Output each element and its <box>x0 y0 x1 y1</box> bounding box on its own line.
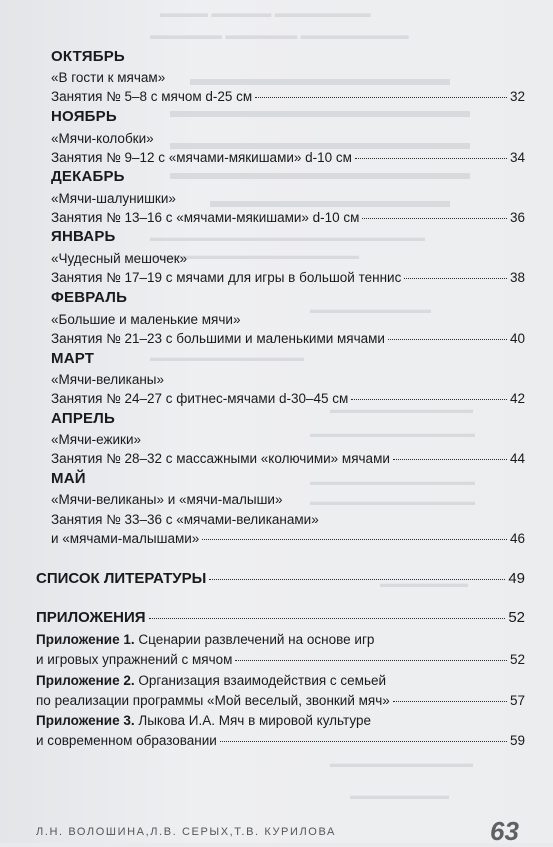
dot-leader <box>393 459 507 460</box>
dot-leader <box>149 618 506 619</box>
page-number: 63 <box>490 816 519 846</box>
dot-leader <box>202 539 507 540</box>
toc-entry-january[interactable] <box>51 270 525 285</box>
appendix-3-text: Лыкова И.А. Мяч в мировой культуре <box>138 713 371 728</box>
entry-page-number: 40 <box>509 331 525 346</box>
month-february: ФЕВРАЛЬ <box>51 289 128 306</box>
section-title-literature: СПИСОК ЛИТЕРАТУРЫ <box>36 570 207 587</box>
entry-text: Занятия № 24–27 с фитнес-мячами d-30–45 см <box>51 391 349 406</box>
dot-leader <box>388 339 507 340</box>
theme-october: «В гости к мячам» <box>51 70 166 85</box>
entry-page-number: 57 <box>509 693 525 708</box>
theme-february: «Большие и маленькие мячи» <box>51 312 241 327</box>
theme-january: «Чудесный мешочек» <box>51 251 188 266</box>
month-may: МАЙ <box>51 470 86 487</box>
theme-november: «Мячи-колобки» <box>51 131 154 146</box>
month-december: ДЕКАБРЬ <box>51 168 125 185</box>
toc-entry-february[interactable] <box>51 331 525 346</box>
dot-leader <box>209 579 505 580</box>
running-footer-authors: Л.Н. ВОЛОШИНА,Л.В. СЕРЫХ,Т.В. КУРИЛОВА <box>36 826 336 838</box>
toc-entry-april[interactable] <box>51 451 525 466</box>
dot-leader <box>355 158 507 159</box>
entry-page-number: 36 <box>509 210 525 225</box>
appendix-3-first-line[interactable] <box>36 713 371 728</box>
entry-page-number: 52 <box>508 609 525 626</box>
appendix-3-label: Приложение 3. <box>36 713 135 728</box>
month-april: АПРЕЛЬ <box>51 410 115 427</box>
entry-page-number: 59 <box>509 733 525 748</box>
month-march: МАРТ <box>51 350 95 367</box>
theme-march: «Мячи-великаны» <box>51 372 165 387</box>
appendix-2-text: Организация взаимодействия с семьей <box>138 673 387 688</box>
entry-text: Занятия № 21–23 с большими и маленькими мячами <box>51 331 385 346</box>
toc-entry-may-line1[interactable]: Занятия № 33–36 с «мячами-великанами» <box>51 512 319 527</box>
theme-december: «Мячи-шалунишки» <box>51 191 176 206</box>
dot-leader <box>362 218 507 219</box>
month-october: ОКТЯБРЬ <box>51 48 125 65</box>
toc-entry-november[interactable] <box>51 150 525 165</box>
entry-text: по реализации программы «Мой веселый, звонкий мяч» <box>36 693 390 708</box>
entry-text: Занятия № 17–19 с мячами для игры в большой теннис <box>51 270 402 285</box>
bleed-through-texture: ▬▬▬▬ ▬▬▬▬▬ ▬▬▬▬▬▬▬▬ ▬▬▬▬▬▬ ▬▬▬▬▬▬ ▬▬▬▬▬▬▬▬▬ ▬▬▬▬▬▬▬▬▬▬▬▬▬ ▬▬▬▬▬▬▬▬▬▬▬▬▬▬▬ ▬▬▬▬▬▬▬▬▬▬▬▬▬▬▬ ▬▬▬▬▬▬▬▬▬▬▬▬▬▬▬ ▬▬▬▬▬▬▬▬▬▬▬▬ ▬▬▬▬▬▬▬▬▬▬▬▬▬▬▬▬▬▬▬▬▬▬▬▬▬ ▬▬▬▬▬▬▬▬▬▬▬▬▬▬▬▬▬▬▬ ▬▬▬▬▬▬▬▬▬▬▬ ▬▬▬▬▬▬▬▬▬▬▬▬▬▬ ▬▬▬▬▬▬▬▬▬▬▬▬▬ ▬▬▬▬▬▬▬▬▬▬▬▬▬▬▬ ▬▬▬▬▬▬▬▬▬▬▬▬▬▬▬ ▬▬▬▬▬▬▬▬▬▬▬▬▬▬▬ ▬▬▬▬▬▬▬▬ ▬▬▬▬▬▬▬▬▬▬▬▬▬ ▬▬▬▬▬▬▬▬▬ <box>150 6 475 802</box>
entry-page-number: 49 <box>508 570 525 587</box>
section-title-appendices: ПРИЛОЖЕНИЯ <box>36 609 146 626</box>
entry-page-number: 52 <box>509 652 525 667</box>
entry-page-number: 44 <box>509 451 525 466</box>
entry-text: и «мячами-малышами» <box>51 531 200 546</box>
toc-entry-appendix-2[interactable] <box>36 693 525 708</box>
toc-entry-appendices[interactable] <box>36 609 525 626</box>
entry-text: Занятия № 5–8 с мячом d-25 см <box>51 89 253 104</box>
dot-leader <box>393 701 507 702</box>
entry-page-number: 46 <box>509 531 525 546</box>
entry-page-number: 38 <box>509 270 525 285</box>
dot-leader <box>235 660 507 661</box>
toc-entry-march[interactable] <box>51 391 525 406</box>
month-november: НОЯБРЬ <box>51 108 117 125</box>
dot-leader <box>404 278 507 279</box>
theme-may: «Мячи-великаны» и «мячи-малыши» <box>51 492 283 507</box>
theme-april: «Мячи-ежики» <box>51 432 142 447</box>
dot-leader <box>255 97 507 98</box>
toc-entry-literature[interactable] <box>36 570 525 587</box>
toc-entry-appendix-3[interactable] <box>36 733 525 748</box>
toc-entry-october[interactable] <box>51 89 525 104</box>
appendix-2-label: Приложение 2. <box>36 673 135 688</box>
toc-entry-may[interactable] <box>51 531 525 546</box>
entry-page-number: 32 <box>509 89 525 104</box>
entry-page-number: 34 <box>509 150 525 165</box>
entry-text: Занятия № 9–12 с «мячами-мякишами» d-10 см <box>51 150 352 165</box>
appendix-1-first-line[interactable] <box>36 632 374 647</box>
entry-text: и игровых упражнений с мячом <box>36 652 233 667</box>
entry-text: Занятия № 28–32 с массажными «колючими» мячами <box>51 451 390 466</box>
appendix-1-text: Сценарии развлечений на основе игр <box>138 632 375 647</box>
toc-entry-appendix-1[interactable] <box>36 652 525 667</box>
appendix-1-label: Приложение 1. <box>36 632 135 647</box>
dot-leader <box>351 399 507 400</box>
toc-entry-december[interactable] <box>51 210 525 225</box>
entry-page-number: 42 <box>509 391 525 406</box>
entry-text: и современном образовании <box>36 733 217 748</box>
appendix-2-first-line[interactable] <box>36 673 386 688</box>
month-january: ЯНВАРЬ <box>51 228 116 245</box>
entry-text: Занятия № 13–16 с «мячами-мякишами» d-10 см <box>51 210 360 225</box>
dot-leader <box>220 741 507 742</box>
